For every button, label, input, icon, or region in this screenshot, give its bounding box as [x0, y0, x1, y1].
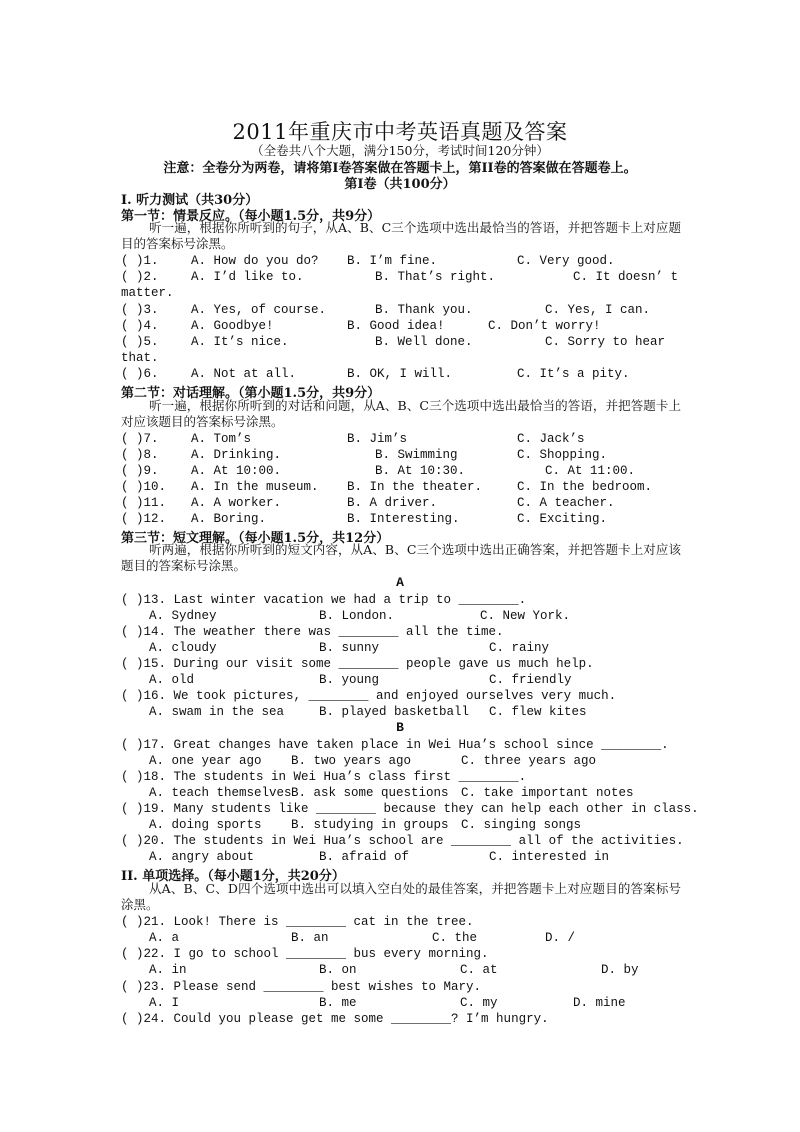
option-c: C. At 11:00.	[545, 464, 636, 478]
question-stem-text[interactable]: ( )13. Last winter vacation we had a trip to ________.	[121, 593, 527, 607]
option-d: D. /	[545, 931, 576, 945]
question-stem-text[interactable]: ( )16. We took pictures, ________ and enjoyed ourselves very much.	[121, 689, 617, 703]
option-b: B. A driver.	[347, 496, 438, 510]
part2-instruction: 从A、B、C、D四个选项中选出可以填入空白处的最佳答案，并把答题卡上对应题目的答案标号涂黑。	[121, 881, 681, 913]
option-b: B. two years ago	[291, 754, 412, 768]
question-stem-text[interactable]: ( )15. During our visit some ________ people gave us much help.	[121, 657, 594, 671]
passage-b-label: B	[396, 720, 404, 735]
question-stem-text[interactable]: ( )22. I go to school ________ bus every morning.	[121, 947, 489, 961]
option-b: B. Well done.	[375, 335, 473, 349]
option-c: C. interested in	[489, 850, 610, 864]
option-a: A. How do you do?	[191, 254, 319, 268]
question-number[interactable]: ( )2.	[121, 270, 159, 284]
option-a: A. I	[149, 996, 180, 1010]
option-b: B. Thank you.	[375, 303, 473, 317]
question-number[interactable]: ( )11.	[121, 496, 167, 510]
option-a: A. in	[149, 963, 187, 977]
exam-notice: 注意：全卷分为两卷，请将第Ⅰ卷答案做在答题卡上，第II卷的答案做在答题卷上。	[163, 161, 637, 176]
option-a: A. A worker.	[191, 496, 282, 510]
option-c: C. the	[432, 931, 478, 945]
option-c-continued: that.	[121, 351, 159, 365]
option-c: C. Jack’s	[517, 432, 585, 446]
option-a: A. Tom’s	[191, 432, 252, 446]
section1-instruction: 听一遍，根据你所听到的句子，从A、B、C三个选项中选出最恰当的答语，并把答题卡上对应题目的答案标号涂黑。	[121, 220, 681, 252]
option-b: B. played basketball	[319, 705, 470, 719]
option-a: A. Yes, of course.	[191, 303, 327, 317]
option-a: A. In the museum.	[191, 480, 319, 494]
option-c: C. three years ago	[461, 754, 597, 768]
option-a: A. I’d like to.	[191, 270, 304, 284]
option-c: C. take important notes	[461, 786, 634, 800]
option-b: B. afraid of	[319, 850, 410, 864]
option-d: D. mine	[573, 996, 626, 1010]
option-a: A. doing sports	[149, 818, 262, 832]
option-a: A. Drinking.	[191, 448, 282, 462]
question-number[interactable]: ( )4.	[121, 319, 159, 333]
passage-a-label: A	[396, 575, 404, 590]
option-a: A. angry about	[149, 850, 255, 864]
question-number[interactable]: ( )7.	[121, 432, 159, 446]
section3-instruction: 听两遍，根据你所听到的短文内容，从A、B、C三个选项中选出正确答案，并把答题卡上对应该题目的答案标号涂黑。	[121, 542, 681, 574]
question-stem-text[interactable]: ( )21. Look! There is ________ cat in the tree.	[121, 915, 474, 929]
option-a: A. At 10:00.	[191, 464, 282, 478]
section3-heading: 第三节：短文理解。（每小题1.5分，共12分）	[121, 531, 390, 546]
option-b: B. Swimming	[375, 448, 458, 462]
question-stem-text[interactable]: ( )14. The weather there was ________ all the time.	[121, 625, 504, 639]
option-c: C. Exciting.	[517, 512, 608, 526]
option-c: C. It doesn’ t	[573, 270, 679, 284]
option-b: B. That’s right.	[375, 270, 496, 284]
option-b: B. Jim’s	[347, 432, 408, 446]
option-b: B. an	[291, 931, 329, 945]
question-stem-text[interactable]: ( )19. Many students like ________ because they can help each other in class.	[121, 802, 699, 816]
option-c: C. It’s a pity.	[517, 367, 630, 381]
question-stem-text[interactable]: ( )23. Please send ________ best wishes to Mary.	[121, 980, 482, 994]
option-a: A. It’s nice.	[191, 335, 289, 349]
option-a: A. a	[149, 931, 180, 945]
option-c: C. A teacher.	[517, 496, 615, 510]
option-b: B. Good idea!	[347, 319, 445, 333]
option-c: C. New York.	[480, 609, 571, 623]
option-b: B. ask some questions	[291, 786, 449, 800]
option-a: A. Goodbye!	[191, 319, 274, 333]
option-b: B. Interesting.	[347, 512, 460, 526]
option-c: C. rainy	[489, 641, 550, 655]
option-a: A. one year ago	[149, 754, 262, 768]
option-c: C. Shopping.	[517, 448, 608, 462]
option-c: C. In the bedroom.	[517, 480, 653, 494]
option-d: D. by	[601, 963, 639, 977]
option-a: A. Boring.	[191, 512, 267, 526]
question-stem-text[interactable]: ( )17. Great changes have taken place in Wei Hua’s school since ________.	[121, 738, 669, 752]
question-number[interactable]: ( )9.	[121, 464, 159, 478]
option-b: B. me	[319, 996, 357, 1010]
option-c: C. flew kites	[489, 705, 587, 719]
option-a: A. Sydney	[149, 609, 217, 623]
question-number[interactable]: ( )6.	[121, 367, 159, 381]
option-b: B. At 10:30.	[375, 464, 466, 478]
option-b: B. I’m fine.	[347, 254, 438, 268]
question-stem-text[interactable]: ( )24. Could you please get me some ________? I’m hungry.	[121, 1012, 549, 1026]
section1-heading: 第一节：情景反应。（每小题1.5分，共9分）	[121, 209, 381, 224]
option-c: C. friendly	[489, 673, 572, 687]
option-c: C. Yes, I can.	[545, 303, 651, 317]
question-stem-text[interactable]: ( )20. The students in Wei Hua’s school are ________ all of the activities.	[121, 834, 684, 848]
option-a: A. swam in the sea	[149, 705, 285, 719]
option-c: C. singing songs	[461, 818, 582, 832]
option-b: B. studying in groups	[291, 818, 449, 832]
option-b: B. In the theater.	[347, 480, 483, 494]
option-b: B. London.	[319, 609, 395, 623]
option-b: B. sunny	[319, 641, 380, 655]
question-number[interactable]: ( )1.	[121, 254, 159, 268]
option-b: B. OK, I will.	[347, 367, 453, 381]
option-c: C. at	[460, 963, 498, 977]
option-c: C. my	[460, 996, 498, 1010]
question-number[interactable]: ( )8.	[121, 448, 159, 462]
volume-heading: 第Ⅰ卷（共100分）	[344, 177, 456, 192]
question-number[interactable]: ( )5.	[121, 335, 159, 349]
option-c: C. Don’t worry!	[488, 319, 601, 333]
question-number[interactable]: ( )3.	[121, 303, 159, 317]
option-c: C. Sorry to hear	[545, 335, 666, 349]
option-a: A. cloudy	[149, 641, 217, 655]
part2-heading: II. 单项选择。（每小题1分，共20分）	[121, 869, 345, 884]
exam-subtitle: （全卷共八个大题，满分150分，考试时间120分钟）	[251, 143, 549, 158]
section2-heading: 第二节：对话理解。（第小题1.5分，共9分）	[121, 386, 381, 401]
option-b: B. on	[319, 963, 357, 977]
part1-heading: I. 听力测试（共30分）	[121, 193, 259, 208]
option-a: A. old	[149, 673, 195, 687]
question-number[interactable]: ( )12.	[121, 512, 167, 526]
section2-instruction: 听一遍，根据你所听到的对话和问题，从A、B、C三个选项中选出最恰当的答语，并把答题卡上对应该题目的答案标号涂黑。	[121, 398, 681, 430]
option-c-continued: matter.	[121, 286, 174, 300]
question-stem-text[interactable]: ( )18. The students in Wei Hua’s class first ________.	[121, 770, 527, 784]
option-a: A. teach themselves	[149, 786, 292, 800]
page-title: 2011年重庆市中考英语真题及答案	[232, 120, 568, 144]
option-b: B. young	[319, 673, 380, 687]
option-c: C. Very good.	[517, 254, 615, 268]
option-a: A. Not at all.	[191, 367, 297, 381]
question-number[interactable]: ( )10.	[121, 480, 167, 494]
